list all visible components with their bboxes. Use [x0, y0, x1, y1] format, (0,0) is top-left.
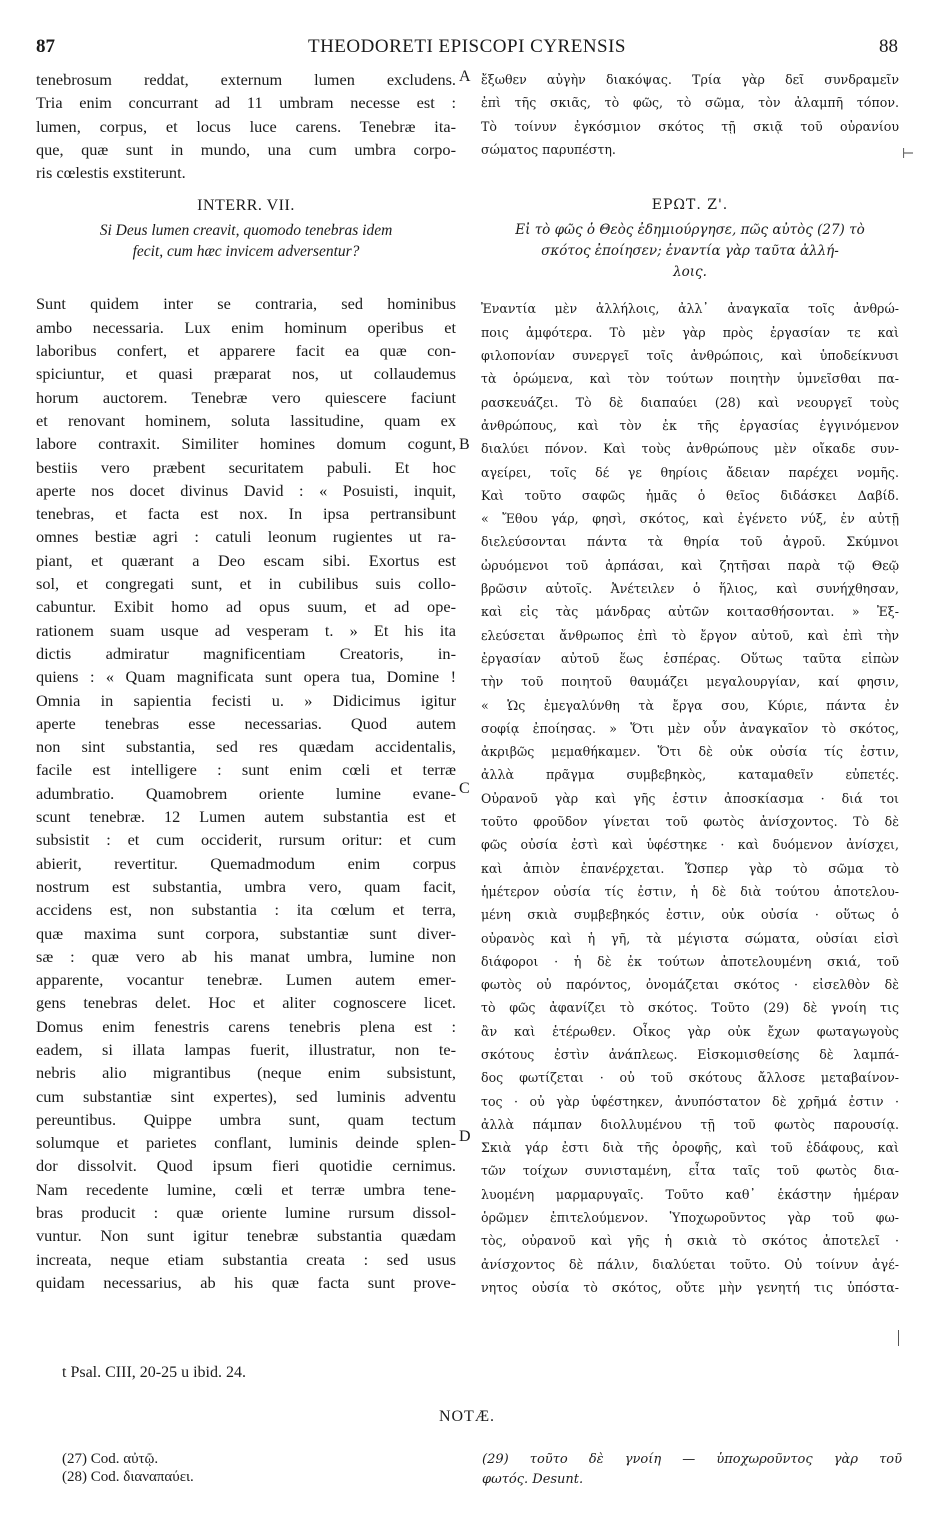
latin-line: tenebrosum reddat, externum lumen excludens. [36, 70, 456, 89]
latin-line: abierit, revertitur. Quemadmodum enim corpus [36, 853, 456, 873]
latin-line: sol, et congregati sunt, et in cubilibus suis collo- [36, 574, 456, 594]
notes-left [62, 1450, 194, 1486]
latin-line: Nam recedente lumine, cœli et terræ umbra tene- [36, 1179, 456, 1199]
latin-line: increata, neque etiam substantia creata : sed usus [36, 1249, 456, 1269]
greek-line: ἀνθρώπους, καὶ τὸν ἐκ τῆς ἐργασίας ἐγγινόμενον [481, 417, 899, 433]
note-item: (29) τοῦτο δὲ γνοίη — ὑποχωροῦντος γὰρ τοῦ [482, 1452, 902, 1467]
greek-line: Καὶ τοῦτο σαφῶς ἡμᾶς ὁ θεῖος διδάσκει Δαβίδ. [481, 487, 899, 503]
latin-line: Omnia in sapientia fecisti u. » Didicimus igitur [36, 690, 456, 710]
notes-right [482, 1450, 902, 1490]
greek-line: σοφίᾳ ἐποίησας. » Ὅτι μὲν οὖν ἀναγκαῖον τὸ σκότος, [481, 720, 899, 736]
greek-line: διαλύει πόνον. Καὶ τοὺς ἀνθρώπους μὲν οἴκαδε συν- [481, 441, 899, 457]
greek-line: τοῦτο φροῦδον γίνεται τοῦ φωτὸς ἀνίσχοντος. Τὸ δὲ [481, 814, 899, 830]
greek-line: Οὐρανοῦ γὰρ καὶ γῆς ἐστιν ἀποσκίασμα · διά τοι [481, 790, 899, 806]
margin-rule [898, 1330, 899, 1346]
latin-line: dor dissolvit. Quod ipsum fieri quotidie cernimus. [36, 1156, 456, 1176]
latin-line: bestiis vero præbent securitatem pabuli. Et hoc [36, 457, 456, 477]
margin-letter-c: C [459, 780, 470, 797]
latin-line: labore contraxit. Similiter homines domum cogunt, [36, 434, 456, 454]
scripture-footnote: t Psal. CIII, 20-25 u ibid. 24. [62, 1364, 246, 1381]
latin-column [36, 68, 456, 1294]
greek-line: Σκιὰ γάρ ἐστι διὰ τῆς ὀροφῆς, καὶ τοῦ ἐδάφους, καὶ [481, 1140, 899, 1156]
note-item: (27) Cod. αὐτῷ. [62, 1451, 159, 1467]
greek-line: τὴν τοῦ ποιητοῦ θαυμάζει μεγαλουργίαν, καί φησιν, [481, 674, 899, 690]
greek-line: λυομένη μαρμαρυγαῖς. Τοῦτο καθ᾽ ἑκάστην ἡμέραν [481, 1186, 899, 1202]
greek-line: ἐπὶ τῆς σκιᾶς, τὸ φῶς, τὸ σῶμα, τὸν ἀλαμπῆ τόπον. [481, 95, 899, 111]
greek-line: ρασκευάζει. Τὸ δὲ διαπαύει (28) καὶ νεουργεῖ τοὺς [481, 394, 899, 410]
greek-column [481, 68, 899, 1299]
greek-line: φιλοπονίαν συνεργεῖ τοῖς ἀνθρώποις, καὶ ὑποδείκνυσι [481, 348, 899, 364]
greek-line: Ἐναντία μὲν ἀλλήλοις, ἀλλ᾽ ἀναγκαῖα τοῖς ἀνθρώ- [481, 301, 899, 317]
latin-line: aperte tenebras esse necessarias. Quod autem [36, 713, 456, 733]
latin-line: quidam necessarius, ab his quæ facta sunt prove- [36, 1272, 456, 1292]
latin-line: ris cœlestis exstiterunt. [36, 163, 186, 183]
greek-line: ἀλλὰ πάμπαν διολλυμένου τῇ τοῦ φωτὸς παρουσίᾳ. [481, 1116, 899, 1132]
latin-line: vuntur. Non sunt igitur tenebræ substantia quædam [36, 1226, 456, 1246]
greek-line: αγείρει, τοῖς δέ γε θηρίοις ἄδειαν παρέχει νομῆς. [481, 464, 899, 480]
latin-line: que, quæ sunt in mundo, una cum umbra corpo- [36, 139, 456, 159]
latin-line: Tria enim concurrant ad 11 umbram necesse est : [36, 93, 456, 113]
latin-line: Domus enim fenestris carens tenebris plena est : [36, 1016, 456, 1036]
greek-line: τὸς, οὐρανοῦ καὶ γῆς ἡ σκιὰ τὸ σκότος ἀποτελεῖ · [481, 1233, 899, 1249]
greek-line: διάφοροι · ἡ δὲ ἐκ τούτων ἀποτελουμένη σκιά, τοῦ [481, 953, 899, 969]
latin-intro [36, 68, 456, 184]
spacer [481, 161, 899, 184]
margin-letter-d: D [459, 1128, 471, 1145]
greek-line: οὐρανὸς καὶ ἡ γῆ, τὰ μέγιστα σώματα, οὐσίαι εἰσὶ [481, 930, 899, 946]
latin-line: quæ maxima sunt corpora, substantiæ sunt diver- [36, 923, 456, 943]
note-item: (28) Cod. διαναπαύει. [62, 1469, 194, 1485]
latin-line: laboribus confert, et apparere facit ea quæ con- [36, 341, 456, 361]
greek-line: νητος οὐσία τὸ σκότος, οὔτε μὴν γενητή τις ὑπόστα- [481, 1279, 899, 1295]
latin-line: pereuntibus. Quippe umbra sunt, quam tectum [36, 1109, 456, 1129]
page-number-left: 87 [36, 36, 55, 57]
greek-question-line: σκότος ἐποίησεν; ἐναντία γὰρ ταῦτα ἀλλή- [541, 243, 839, 260]
greek-line: ελεύσεται ἄνθρωπος ἐπὶ τὸ ἔργον αὐτοῦ, καὶ ἐπὶ τὴν [481, 627, 899, 643]
margin-letter-b: B [459, 436, 470, 453]
running-header [36, 36, 898, 60]
spacer [481, 283, 899, 297]
greek-line: βρῶσιν αὐτοῖς. Ἀνέτειλεν ὁ ἥλιος, καὶ συνήχθησαν, [481, 581, 899, 597]
latin-line: nebris alio migrantibus (neque enim subsistunt, [36, 1063, 456, 1083]
note-item: φωτός. Desunt. [482, 1472, 584, 1487]
latin-line: Sunt quidem inter se contraria, sed hominibus [36, 294, 456, 314]
latin-line: piant, et quærant a Deo escam sibi. Exortus est [36, 550, 456, 570]
greek-line: ἀλλὰ πρᾶγμα συμβεβηκὸς, καταμαθεῖν εὐπετές. [481, 767, 899, 783]
latin-body [36, 292, 456, 1294]
spacer [36, 278, 456, 292]
latin-line: horum auctorem. Tenebræ vero quiescere faciunt [36, 387, 456, 407]
greek-line: ἐργασίαν αὐτοῦ ἕως ἑσπέρας. Οὕτως ταῦτα εἰπὼν [481, 650, 899, 666]
latin-line: spiciuntur, et quasi præparat nos, ut collaudemus [36, 364, 456, 384]
latin-line: rationem suam usque ad vesperam t. » Et his ita [36, 620, 456, 640]
greek-line: ἔξωθεν αὐγὴν διακόψας. Τρία γὰρ δεῖ συνδραμεῖν [481, 72, 899, 87]
greek-line: ὠρυόμενοι τοῦ ἁρπάσαι, καὶ ζητῆσαι παρὰ τῷ Θεῷ [481, 557, 899, 573]
notes-heading: NOTÆ. [438, 1408, 496, 1425]
greek-line: « Ἔθου γάρ, φησὶ, σκότος, καὶ ἐγένετο νύξ, ἐν αὐτῇ [481, 511, 899, 527]
greek-line: τὸ φῶς ἀφανίζει τὸ σκότος. Τοῦτο (29) δὲ γνοίη τις [481, 1000, 899, 1016]
latin-line: et renovant hominem, soluta lassitudine, quam ex [36, 410, 456, 430]
greek-line: μένη σκιὰ συμβεβηκός ἐστιν, οὐκ οὐσία · οὕτως ὁ [481, 907, 899, 923]
greek-line: φῶς οὐσία ἐστὶ καὶ ὑφέστηκε · καὶ δυόμενον ἀνίσχει, [481, 837, 899, 853]
latin-section-title: INTERR. VII. [197, 197, 295, 215]
latin-line: dictis admiratur magnificentiam Creatoris, in- [36, 643, 456, 663]
margin-letter-a: A [459, 68, 471, 85]
greek-line: τῶν τοίχων συνισταμένη, εἶτα ταῖς τοῦ φωτὸς δια- [481, 1163, 899, 1179]
greek-line: δος φωτίζεται · οὐ τοῦ σκότους ἄλλοσε μεταβαίνον- [481, 1070, 899, 1086]
greek-line: Τὸ τοίνυν ἐγκόσμιον σκότος τῇ σκιᾷ τοῦ οὐρανίου [481, 118, 899, 134]
latin-line: gens tenebras delet. Hoc et aliter cognoscere licet. [36, 993, 456, 1013]
greek-line: ποις ἀμφότερα. Τὸ μὲν γὰρ πρὸς ἐργασίαν τε καὶ [481, 324, 899, 340]
greek-line: ἀκριβῶς μεμαθήκαμεν. Ὅτι δὲ οὐκ οὐσία τίς ἐστιν, [481, 744, 899, 760]
greek-line: ἡμέτερον οὐσία τίς ἐστιν, ἡ δὲ διὰ τούτου ἀποτελου- [481, 883, 899, 899]
greek-line: φωτὸς οὐ παρόντος, ὀνομάζεται σκότος · εἰσελθὸν δὲ [481, 977, 899, 993]
latin-question-line: fecit, cum hæc invicem adversentur? [132, 243, 360, 261]
greek-line: καὶ ἀπιὸν ἐπανέρχεται. Ὥσπερ γὰρ τὸ σῶμα τὸ [481, 860, 899, 876]
spacer [36, 262, 456, 278]
latin-line: eadem, si illata lampas fuerit, illustratur, non te- [36, 1039, 456, 1059]
greek-section-title: ΕΡΩΤ. Ζ'. [651, 197, 729, 214]
latin-line: bras producit : quæ oriente lumine rursum dissol- [36, 1203, 456, 1223]
greek-line: σώματος παρυπέστη. [481, 141, 616, 157]
latin-line: scunt tenebræ. 12 Lumen autem substantia est et [36, 807, 456, 827]
greek-body [481, 297, 899, 1299]
latin-line: apparente, vocantur tenebræ. Lumen autem emer- [36, 970, 456, 990]
latin-line: nostrum est substantia, umbra vero, quam facit, [36, 876, 456, 896]
greek-intro [481, 68, 899, 184]
latin-line: solumque et parietes conflant, luminis deinde splen- [36, 1133, 456, 1153]
greek-line: σκότους ἐστὶν ἀνάπλεως. Εἰσκομισθείσης δὲ λαμπά- [481, 1046, 899, 1062]
greek-line: ἂν καὶ ἑτέρωθεν. Οἶκος γὰρ οὐκ ἔχων φωταγωγοὺς [481, 1023, 899, 1039]
greek-line: « Ὡς ἐμεγαλύνθη τὰ ἔργα σου, Κύριε, πάντα ἐν [481, 697, 899, 713]
latin-line: aperte nos docet divinus David : « Posuisti, inquit, [36, 480, 456, 500]
greek-question-line: Εἰ τὸ φῶς ὁ Θεὸς ἐδημιούργησε, πῶς αὐτὸς (27) τὸ [515, 222, 865, 239]
greek-line: τος · οὐ γὰρ ὑφέστηκεν, ἀνυπόστατον δὲ χρῆμά ἐστιν · [481, 1093, 899, 1109]
greek-line: ἀνίσχοντος δὲ πάλιν, διαλύεται τοῦτο. Οὐ τοίνυν ἀγέ- [481, 1256, 899, 1272]
greek-line: διελεύσονται πάντα τὰ θηρία τοῦ ἀγροῦ. Σκύμνοι [481, 534, 899, 550]
margin-mark: ⊢ [902, 147, 915, 162]
latin-line: omnes bestiæ agri : catuli leonum rugientes ut ra- [36, 527, 456, 547]
latin-line: quiens : « Quam magnificata sunt opera tua, Domine ! [36, 667, 456, 687]
latin-line: cabuntur. Exibit homo ad opus suum, et ad ope- [36, 597, 456, 617]
latin-line: tenebras, et facta est nox. In ipsa pertransibunt [36, 504, 456, 524]
latin-line: accidens est, non substantia : ita cœlum et terra, [36, 900, 456, 920]
greek-line: ὁρῶμεν ἐπιτελούμενον. Ὑποχωροῦντος γὰρ τοῦ φω- [481, 1210, 899, 1226]
latin-line: facile est intelligere : sunt enim cœli et terræ [36, 760, 456, 780]
latin-line: sæ : quæ vero ab his manat umbra, lumine non [36, 946, 456, 966]
latin-line: subsistit : et cum occiderit, rursum oritur: et cum [36, 830, 456, 850]
latin-question-line: Si Deus lumen creavit, quomodo tenebras idem [99, 222, 393, 240]
greek-question-line: λοις. [673, 264, 707, 281]
latin-line: ambo necessaria. Lux enim hominum operibus et [36, 317, 456, 337]
latin-line: cum substantiæ sint expertes), sed luminis adventu [36, 1086, 456, 1106]
latin-line: non sint substantia, sed res quædam accidentalis, [36, 737, 456, 757]
latin-line: adumbratio. Quamobrem oriente lumine evane- [36, 783, 456, 803]
page-number-right: 88 [879, 36, 898, 57]
greek-line: καὶ εἰς τὰς μάνδρας αὐτῶν κοιτασθήσονται. » Ἐξ- [481, 604, 899, 620]
running-title: THEODORETI EPISCOPI CYRENSIS [307, 36, 627, 57]
greek-line: τὰ ὁρώμενα, καὶ τὸν τούτων ποιητὴν ὑμνεῖσθαι πα- [481, 371, 899, 387]
latin-line: lumen, corpus, et locus luce carens. Tenebræ ita- [36, 116, 456, 136]
